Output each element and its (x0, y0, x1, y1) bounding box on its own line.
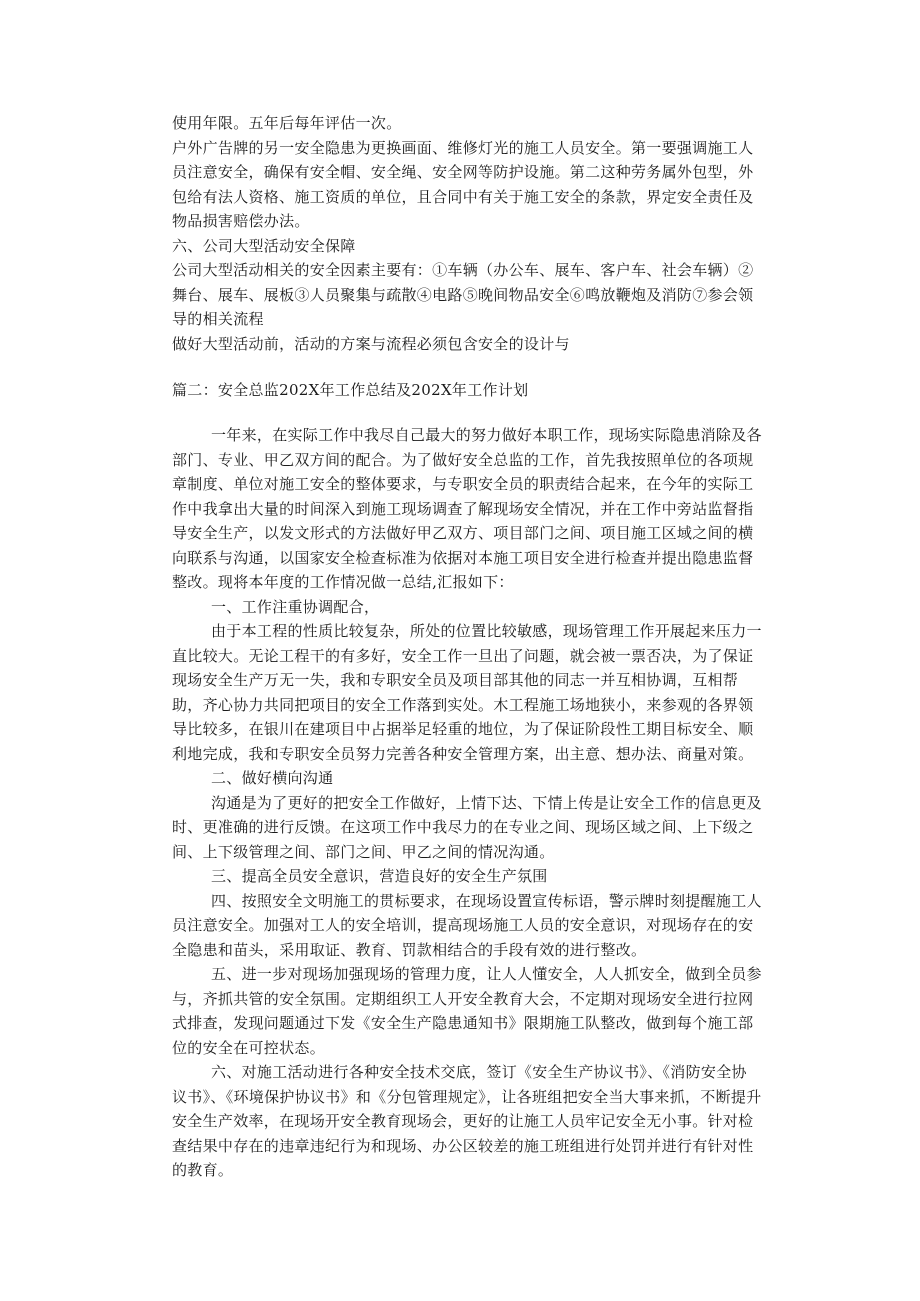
article-body (172, 423, 762, 1183)
section-heading-safety-awareness: 三、提高全员安全意识，营造良好的安全生产氛围 (211, 867, 548, 885)
article-title-text: 篇二：安全总监202X年工作总结及202X年工作计划 (172, 381, 529, 399)
section-heading-large-events: 六、公司大型活动安全保障 (172, 236, 356, 255)
paragraph-intro: 一年来，在实际工作中我尽自己最大的努力做好本职工作，现场实际隐患消除及各部门、专业、甲乙双方间的配合。为了做好安全总监的工作，首先我按照单位的各项规章制度、单位对施工安全的整体要求，与专职安全员的职责结合起来，在今年的实际工作中我拿出大量的时间深入到施工现场调查了解现场安全情况，并在工作中旁站监督指导安全生产，以发文形式的方法做好甲乙双方、项目部门之间、项目施工区域之间的横向联系与沟通，以国家安全检查标准为依据对本施工项目安全进行检查并提出隐患监督整改。现将本年度的工作情况做一总结,汇报如下： (172, 426, 762, 591)
paragraph-site-management: 五、进一步对现场加强现场的管理力度，让人人懂安全，人人抓安全，做到全员参与，齐抓共管的安全氛围。定期组织工人开安全教育大会，不定期对现场安全进行拉网式排查，发现问题通过下发《安全生产隐患通知书》限期施工队整改，做到每个施工部位的安全在可控状态。 (172, 965, 762, 1057)
paragraph-billboard-safety: 户外广告牌的另一安全隐患为更换画面、维修灯光的施工人员安全。第一要强调施工人员注意安全，确保有安全帽、安全绳、安全网等防护设施。第二这种劳务属外包型，外包给有法人资格、施工资质的单位，且合同中有关于施工安全的条款，界定安全责任及物品损害赔偿办法。 (172, 138, 754, 230)
paragraph-communication: 沟通是为了更好的把安全工作做好，上情下达、下情上传是让安全工作的信息更及时、更准确的进行反馈。在这项工作中我尽力的在专业之间、现场区域之间、上下级之间、上下级管理之间、部门之间、甲乙之间的情况沟通。 (172, 793, 762, 861)
paragraph-service-life: 使用年限。五年后每年评估一次。 (172, 114, 402, 132)
paragraph-signage-training: 四、按照安全文明施工的贯标要求，在现场设置宣传标语，警示牌时刻提醒施工人员注意安全。加强对工人的安全培训，提高现场施工人员的安全意识，对现场存在的安全隐患和苗头，采用取证、教育、罚款相结合的手段有效的进行整改。 (172, 891, 762, 959)
paragraph-technical-briefing: 六、对施工活动进行各种安全技术交底，签订《安全生产协议书》、《消防安全协议书》、《环境保护协议书》和《分包管理规定》，让各班组把安全当大事来抓，不断提升安全生产效率，在现场开安全教育现场会，更好的让施工人员牢记安全无小事。针对检查结果中存在的违章违纪行为和现场、办公区较差的施工班组进行处罚并进行有针对性的教育。 (172, 1063, 762, 1179)
previous-article-tail (172, 111, 762, 356)
section-heading-coordination: 一、工作注重协调配合， (211, 597, 380, 616)
paragraph-event-safety-factors: 公司大型活动相关的安全因素主要有：①车辆（办公车、展车、客户车、社会车辆）②舞台、展车、展板③人员聚集与疏散④电路⑤晚间物品安全⑥鸣放鞭炮及消防⑦参会领导的相关流程 (172, 261, 754, 328)
section-heading-communication: 二、做好横向沟通 (211, 769, 334, 787)
paragraph-coordination: 由于本工程的性质比较复杂，所处的位置比较敏感，现场管理工作开展起来压力一直比较大。无论工程干的有多好，安全工作一旦出了问题，就会被一票否决，为了保证现场安全生产万无一失，我和专职安全员及项目部其他的同志一并互相协调，互相帮助，齐心协力共同把项目的安全工作落到实处。木工程施工场地狭小，来参观的各界领导比较多，在银川在建项目中占据举足轻重的地位，为了保证阶段性工期目标安全、顺利地完成，我和专职安全员努力完善各种安全管理方案，出主意、想办法、商量对策。 (172, 622, 762, 763)
paragraph-event-preparation: 做好大型活动前，活动的方案与流程必须包含安全的设计与 (172, 334, 570, 353)
article-title (172, 378, 762, 403)
